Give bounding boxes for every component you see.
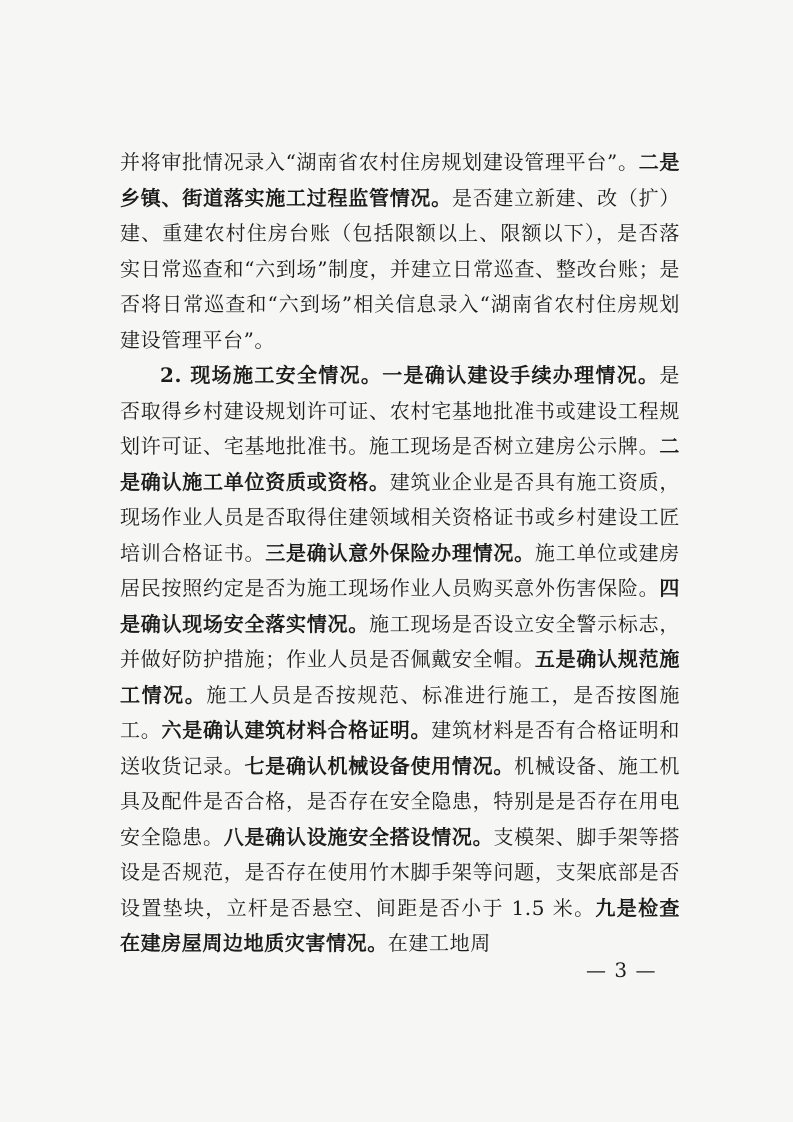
text-run: 施工人员是否按规范、标准进行施工，是否按图施工。: [120, 682, 681, 742]
text-run: 机械设备、施工机具及配件是否合格，是否存在安全隐患，特别是是否存在用电安全隐患。: [120, 753, 680, 849]
bold-heading-run: 二是确认施工单位资质或资格。: [120, 434, 680, 494]
text-run: 支模架、脚手架等搭设是否规范，是否存在使用竹木脚手架等问题，支架底部是否设置垫块，立杆是否悬空、间距是否小于 1.5 米。: [120, 824, 681, 920]
page-number: — 3 —: [586, 958, 657, 982]
bold-heading-run: 六是确认建筑材料合格证明。: [161, 718, 432, 742]
bold-heading-run: 四是确认现场安全落实情况。: [120, 576, 680, 636]
text-run: 是否取得乡村建设规划许可证、农村宅基地批准书或建设工程规划许可证、宅基地批准书。施工现场是否树立建房公示牌。: [120, 363, 680, 458]
bold-heading-run: 九是检查在建房屋周边地质灾害情况。: [120, 895, 680, 955]
bold-heading-run: 八是确认设施安全搭设情况。: [223, 824, 494, 849]
text-run: 是否建立新建、改（扩）建、重建农村住房台账（包括限额以上、限额以下），是否落实日常巡查和“六到场”制度，并建立日常巡查、整改台账；是否将日常巡查和“六到场”相关信息录入“湖南省农村住房规划建设管理平台”。: [120, 185, 680, 352]
bold-heading-run: 一是确认建设手续办理情况。: [382, 363, 660, 387]
bold-heading-run: 五是确认规范施工情况。: [120, 647, 680, 707]
text-run: 建筑业企业是否具有施工资质，现场作业人员是否取得住建领域相关资格证书或乡村建设工匠培训合格证书。: [120, 469, 680, 565]
text-run: 并将审批情况录入“湖南省农村住房规划建设管理平台”。: [120, 150, 639, 174]
paragraph-continuation: [120, 145, 680, 358]
section-heading: 2. 现场施工安全情况。: [160, 363, 383, 387]
text-run: 建筑材料是否有合格证明和送收货记录。: [120, 718, 681, 778]
bold-heading-run: 二是乡镇、街道落实施工过程监管情况。: [120, 150, 680, 210]
text-run: 在建工地周: [387, 931, 491, 955]
text-run: 施工单位或建房居民按照约定是否为施工现场作业人员购买意外伤害保险。: [120, 540, 680, 600]
body-text: [120, 145, 680, 962]
bold-heading-run: 三是确认意外保险办理情况。: [265, 540, 535, 565]
text-run: 施工现场是否设立安全警示标志，并做好防护措施；作业人员是否佩戴安全帽。: [120, 611, 680, 671]
bold-heading-run: 七是确认机械设备使用情况。: [244, 753, 515, 778]
paragraph-site-safety: [120, 358, 680, 962]
